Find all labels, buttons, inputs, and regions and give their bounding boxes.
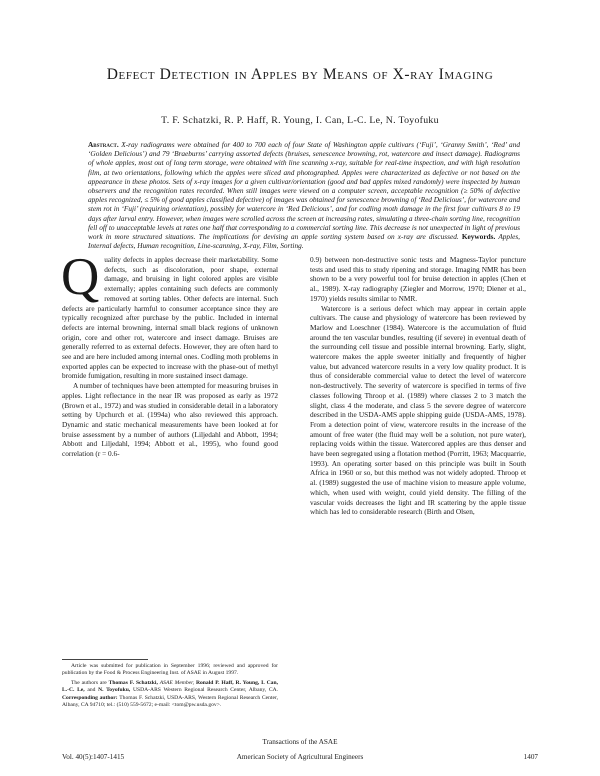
- abstract-label: Abstract.: [88, 140, 119, 149]
- volume-info: Vol. 40(5):1407-1415: [62, 753, 125, 761]
- keywords-text: Apples, Internal defects, Human recognition, Line-scanning, X-ray, Film, Sorting.: [88, 232, 520, 251]
- intro-paragraph: [61, 248, 278, 381]
- article-title: Defect Detection in Apples by Means of X-ray Imaging: [106, 66, 494, 83]
- left-column: [61, 248, 279, 459]
- footnotes: [62, 663, 278, 711]
- keywords-label: Keywords.: [461, 232, 496, 242]
- right-column: [310, 255, 526, 517]
- abstract: [88, 140, 520, 250]
- abstract-text: X-ray radiograms were obtained for 400 to 700 each of four State of Washington apple cultivars (‘Fuji’, ‘Granny Smith’, ‘Red’ and ‘Golden Delicious’) and 79 ‘Braeburns’ carrying assorted defects (bruises, senescence browning, rot, watercore and insect damage). Radiograms of whole apples, most out of long term storage, were obtained with line scanning x-ray, suitable for real-time inspection, and with high resolution film, at two orientations, following which the apples were sliced and photographed. Apples were characterized as defective or not based on the appearance in these photos. Sets of x-ray images for a given cultivar/orientation (good and bad apples mixed randomly) were inspected by human observers and the recognition rates recorded. When still images were viewed on a computer screen, acceptable recognition (≥ 50% of defective apples recognized, ≤ 5% of good apples classified defective) of images was obtained for senescence browning of ‘Red Delicious’, for watercore and stem rot in ‘Fuji’ (requiring orientation), possibly for watercore in ‘Red Delicious’, and for codling moth damage in the first four cultivars 8 to 19 days after larval entry. However, when images were scrolled across the screen at increasing rates, simulating a three-chain sorting line, recognition fell off to unacceptable levels at rates one half that corresponding to a commercial sorting line. This decrease is not unexpected in light of previous work in more structured situations. The implications for devising an apple sorting system based on x-ray are discussed.: [88, 140, 520, 242]
- drop-cap: Q: [61, 248, 100, 306]
- footnote-received: Article was submitted for publication in September 1996; reviewed and approved for publication by the Food & Process Engineering Inst. of ASAE in August 1997.: [62, 663, 278, 677]
- nmr-paragraph: 0.9) between non-destructive sonic tests and Magness-Taylor puncture tests and used this to study ripening and storage. Imaging NMR has been shown to be a very powerful tool for bruise detection in apples (Chen et al., 1989). X-ray radiography (Ziegler and Morrow, 1970; Diener et al., 1970) yields results similar to NMR.: [310, 255, 526, 303]
- bruise-paragraph: A number of techniques have been attempted for measuring bruises in apples. Light reflectance in the near IR was proposed as early as 1972 (Brown et al., 1972) and was studied in considerable detail in a laboratory setting by Upchurch et al. (1994a) who also reviewed this approach. Dynamic and static mechanical measurements have been looked at for bruise assessment by a number of authors (Liljedahl and Abbott, 1994; Abbott and Liljedahl, 1994; Abbott et al., 1995), who found good correlation (r = 0.6-: [62, 381, 279, 459]
- journal-name: Transactions of the ASAE: [262, 738, 338, 746]
- author-list: T. F. Schatzki, R. P. Haff, R. Young, I. Can, L-C. Le, N. Toyofuku: [161, 115, 439, 126]
- footnote-authors: The authors are Thomas F. Schatzki, ASAE Member, Ronald P. Haff, R. Young, I. Can, L.-C. Le, and N. Toyofuku, USDA-ARS Western Regional Research Center, Albany, CA. Corresponding author: Thomas F. Schatzki, USDA-ARS, Western Regional Research Center, Albany, CA 94710; tel.: (510) 559-5672; e-mail: <tom@pw.usda.gov>.: [62, 679, 279, 709]
- watercore-paragraph: Watercore is a serious defect which may appear in certain apple cultivars. The cause and physiology of watercore has been reviewed by Marlow and Loeschner (1984). Watercore is the accumulation of fluid around the ten vascular bundles, resulting (if severe) in eventual death of the surrounding cell tissue and possible internal browning. Early, slight, watercore makes the apple sweeter initially and frequently of higher value, but advanced watercore results in a very low quality product. It is thus of considerable commercial value to detect the level of watercore non-destructively. The severity of watercore is specified in terms of five classes following Throop et al. (1989) where classes 2 to 3 match the slight, class 4 the moderate, and class 5 the severe degree of watercore described in the USDA-AMS apple shipping guide (USDA-AMS, 1978). From a detection point of view, watercore results in the increase of the amount of free water (the fluid may well be a solution, not pure water), replacing voids within the tissue. Watercored apples are thus denser and have been segregated using a flotation method (Porritt, 1963; Macquarrie, 1993). An operating sorter based on this principle was built in South Africa in 1960 or so, but this method was not widely adopted. Throop et al. (1989) suggested the use of machine vision to measure apple volume, which, when used with weight, could yield density. The filling of the vascular voids decreases the light and IR scattering by the apple tissue which has led to considerable research (Birth and Olsen,: [310, 303, 526, 517]
- intro-text: uality defects in apples decrease their marketability. Some defects, such as discoloration, poor shape, external damage, and bruising in light colored apples are visible externally; apples containing such defects are commonly removed at sorting tables. Other defects are internal. Such defects are particularly harmful to consumer acceptance since they are typically recognized after purchase by the public. Included in internal defects are internal browning, internal small black regions of unknown origin, core and other rot, watercore and insect damage. Bruises are generally referred to as external defects. However, they are often hard to see and are here included among internal ones. Codling moth problems in exported apples can be expected to increase with the phase-out of methyl bromide fumigation, resulting in more sustained insect damage.: [62, 255, 278, 381]
- footnote-rule: [62, 659, 148, 660]
- page-number: 1407: [523, 753, 538, 761]
- publisher: American Society of Agricultural Engineers: [236, 753, 364, 761]
